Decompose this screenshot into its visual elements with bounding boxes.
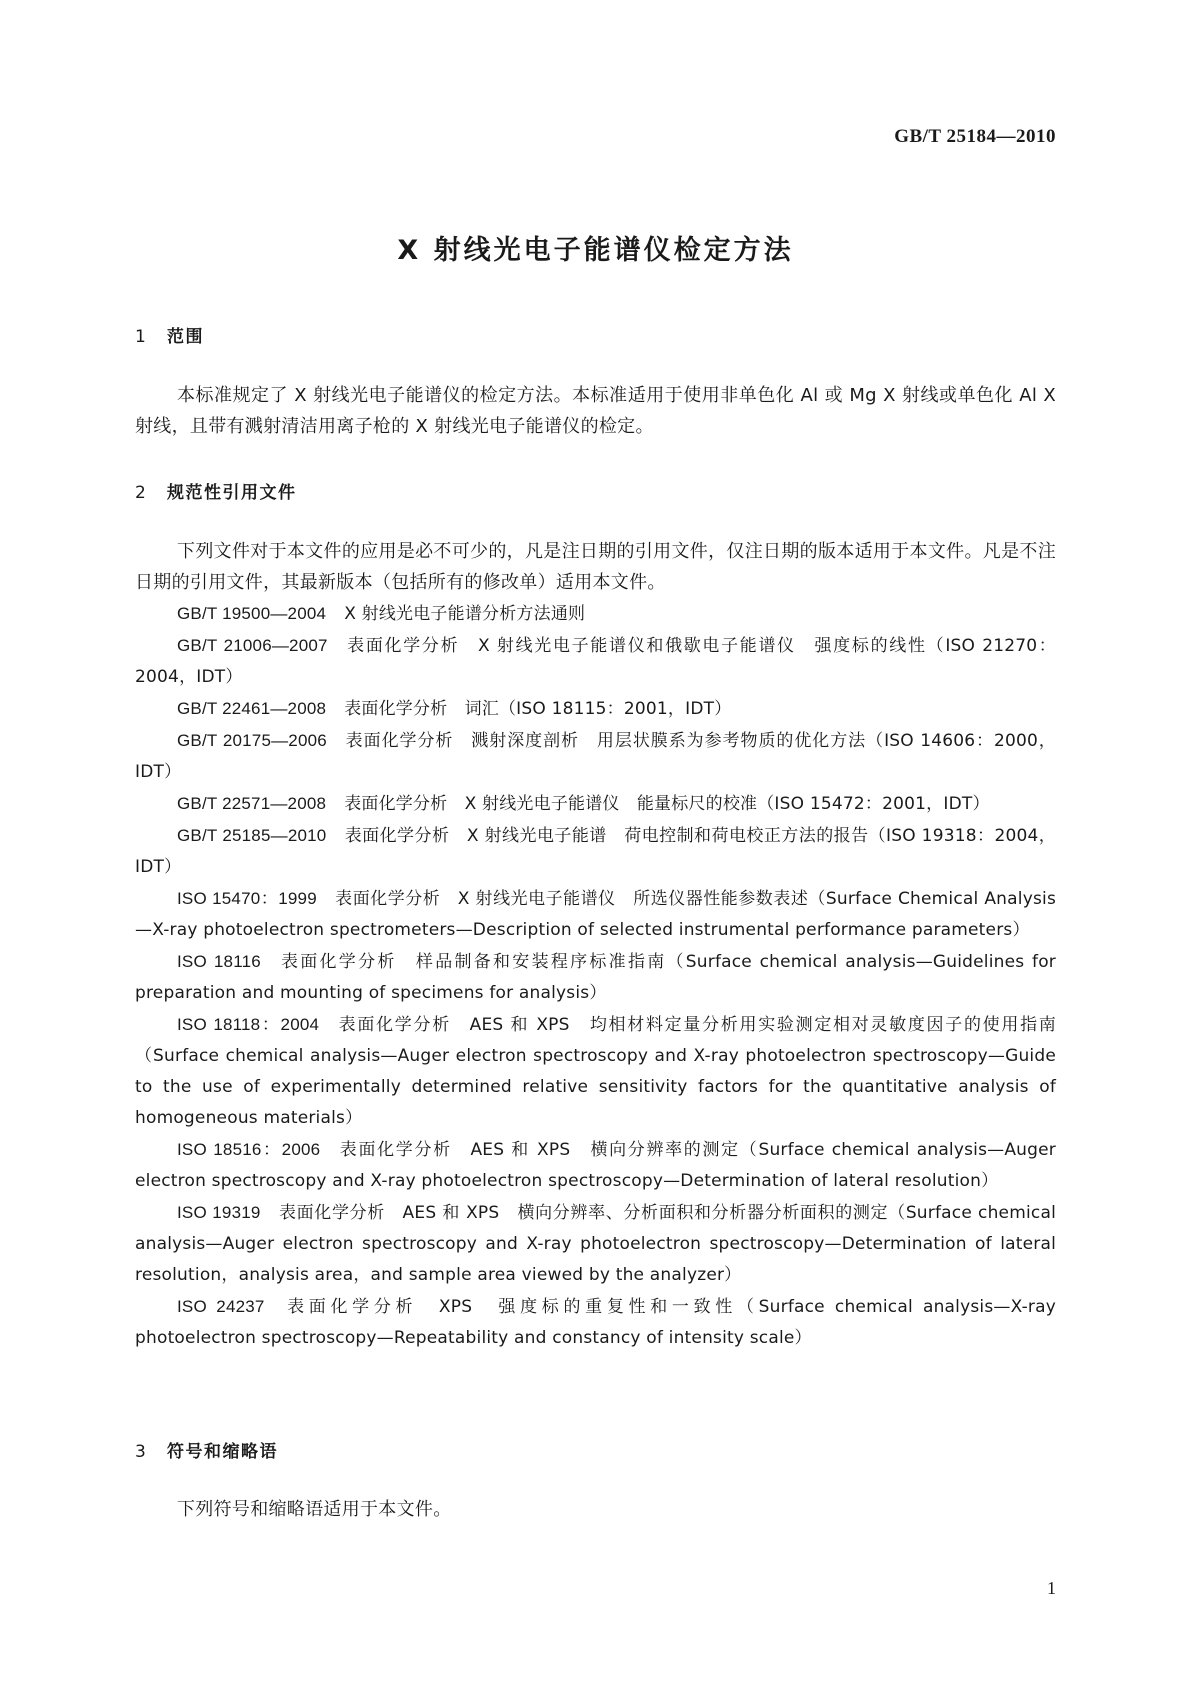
reference-item (135, 630, 1056, 693)
section-3-heading (135, 1437, 278, 1462)
reference-item (135, 946, 1056, 1009)
reference-code: ISO 18516：2006 (177, 1140, 321, 1159)
reference-title: 表面化学分析 样品制备和安装程序标准指南（Surface chemical analysis—Guidelines for preparation and mounting of specimens for analysis） (135, 952, 1057, 1003)
reference-item (135, 883, 1056, 946)
reference-item (135, 820, 1056, 883)
reference-item (135, 598, 1056, 630)
reference-code: ISO 19319 (177, 1203, 261, 1222)
reference-title: 表面化学分析 X 射线光电子能谱仪 所选仪器性能参数表述（Surface Chemical Analysis—X-ray photoelectron spectrometers—Description of selected instrumental performance parameters） (135, 889, 1056, 940)
section-3-title: 符号和缩略语 (167, 1442, 278, 1462)
reference-title: 表面化学分析 XPS 强度标的重复性和一致性（Surface chemical analysis—X-ray photoelectron spectroscopy—Repeatability and constancy of intensity scale） (135, 1297, 1056, 1348)
document-title: X 射线光电子能谱仪检定方法 (397, 235, 794, 266)
reference-code: GB/T 22571—2008 (177, 794, 327, 813)
section-1-number: 1 (135, 327, 148, 347)
reference-title: 表面化学分析 溅射深度剖析 用层状膜系为参考物质的优化方法（ISO 14606：2000，IDT） (135, 731, 1056, 782)
reference-code: ISO 24237 (177, 1297, 265, 1316)
standard-number: GB/T 25184—2010 (894, 126, 1056, 147)
section-2-number: 2 (135, 483, 148, 503)
section-1-paragraph: 本标准规定了 X 射线光电子能谱仪的检定方法。本标准适用于使用非单色化 Al 或 Mg X 射线或单色化 Al X 射线，且带有溅射清洁用离子枪的 X 射线光电子能谱仪的检定。 (135, 385, 1056, 437)
reference-item (135, 1291, 1056, 1354)
reference-title: 表面化学分析 X 射线光电子能谱仪 能量标尺的校准（ISO 15472：2001，IDT） (344, 794, 990, 814)
reference-code: GB/T 21006—2007 (177, 636, 328, 655)
section-2-title: 规范性引用文件 (167, 483, 297, 503)
section-1-body (135, 380, 1056, 442)
reference-item (135, 1134, 1056, 1197)
reference-code: ISO 18118：2004 (177, 1015, 320, 1034)
reference-item (135, 693, 1056, 725)
section-1-heading (135, 322, 204, 347)
reference-code: ISO 18116 (177, 952, 261, 971)
normative-references-list (135, 598, 1056, 1354)
reference-code: GB/T 22461—2008 (177, 699, 327, 718)
section-3-number: 3 (135, 1442, 148, 1462)
reference-item (135, 725, 1056, 788)
section-2-body (135, 536, 1056, 598)
reference-title: 表面化学分析 AES 和 XPS 均相材料定量分析用实验测定相对灵敏度因子的使用指南（Surface chemical analysis—Auger electron spectroscopy and X-ray photoelectron spectroscopy—Guide to the use of experimentally determined relative sensitivity factors for the quantitative analysis of homogeneous materials） (135, 1015, 1057, 1128)
section-2-heading (135, 478, 297, 503)
reference-code: GB/T 20175—2006 (177, 731, 327, 750)
reference-title: 表面化学分析 X 射线光电子能谱 荷电控制和荷电校正方法的报告（ISO 19318：2004，IDT） (135, 826, 1056, 877)
reference-item (135, 788, 1056, 820)
reference-title: 表面化学分析 AES 和 XPS 横向分辨率、分析面积和分析器分析面积的测定（Surface chemical analysis—Auger electron spectroscopy and X-ray photoelectron spectroscopy—Determination of lateral resolution，analysis area，and sample area viewed by the analyzer） (135, 1203, 1056, 1285)
section-3-paragraph: 下列符号和缩略语适用于本文件。 (177, 1499, 452, 1520)
reference-item (135, 1009, 1056, 1134)
reference-title: 表面化学分析 词汇（ISO 18115：2001，IDT） (344, 699, 732, 719)
section-2-paragraph: 下列文件对于本文件的应用是必不可少的，凡是注日期的引用文件，仅注日期的版本适用于本文件。凡是不注日期的引用文件，其最新版本（包括所有的修改单）适用本文件。 (135, 541, 1056, 593)
section-1-title: 范围 (167, 327, 204, 347)
page-number: 1 (1047, 1578, 1056, 1598)
reference-title: X 射线光电子能谱分析方法通则 (344, 604, 586, 624)
reference-title: 表面化学分析 AES 和 XPS 横向分辨率的测定（Surface chemical analysis—Auger electron spectroscopy and X-ray photoelectron spectroscopy—Determination of lateral resolution） (135, 1140, 1056, 1191)
reference-item (135, 1197, 1056, 1291)
section-3-body (135, 1494, 1056, 1525)
reference-code: ISO 15470：1999 (177, 889, 317, 908)
reference-code: GB/T 19500—2004 (177, 604, 327, 623)
reference-code: GB/T 25185—2010 (177, 826, 327, 845)
reference-title: 表面化学分析 X 射线光电子能谱仪和俄歇电子能谱仪 强度标的线性（ISO 21270：2004，IDT） (135, 636, 1056, 687)
